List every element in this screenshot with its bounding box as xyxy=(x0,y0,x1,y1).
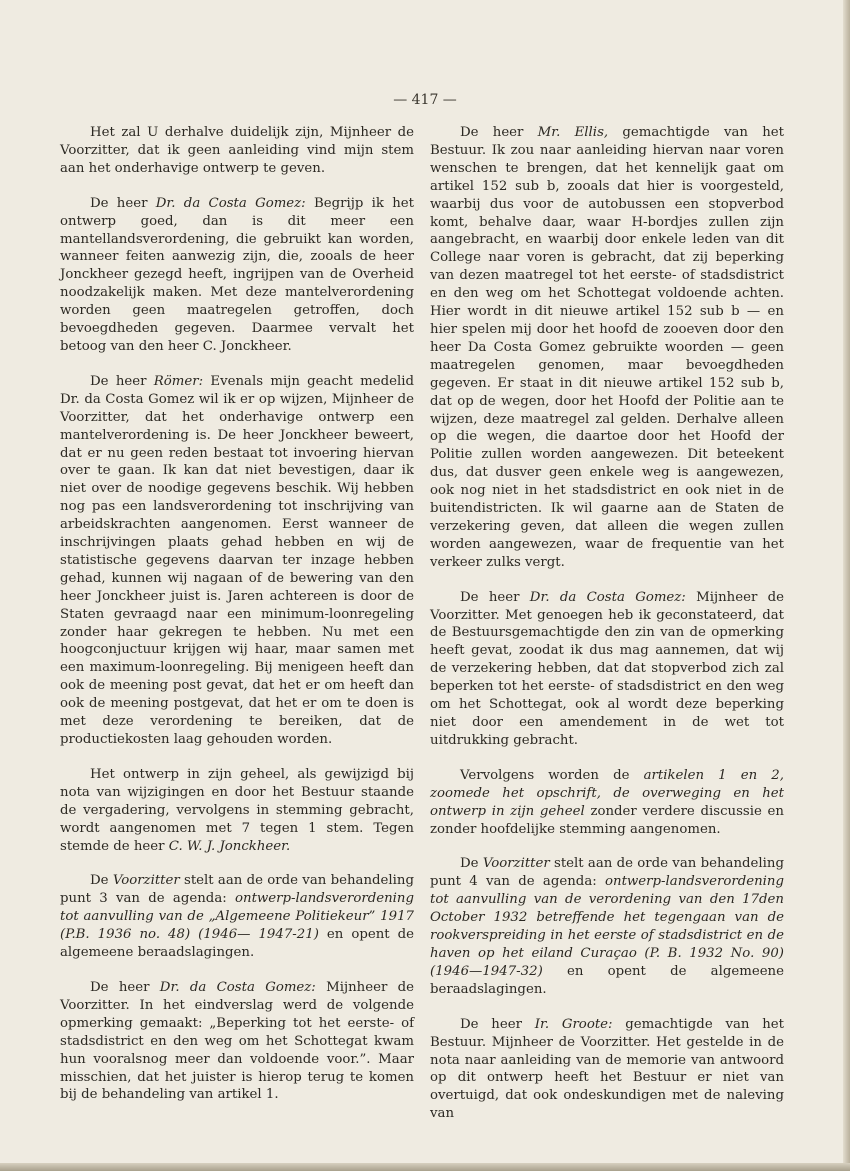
paragraph xyxy=(430,767,784,839)
paragraph-text: gemachtigde van het Bestuur. Mijnheer de Voorzitter. Het gestelde in de nota naar aanleiding van de memorie van antwoord op dit ontwerp heeft het Bestuur er niet van overtuigd, dat ook ondeskundigen met de naleving van xyxy=(430,1016,784,1122)
paragraph xyxy=(60,979,414,1104)
italic-text: artikelen 1 en 2, zoomede het opschrift, de overweging en het ontwerp in zijn geheel xyxy=(430,767,784,819)
paragraph-text: De heer xyxy=(90,195,156,211)
italic-text: ontwerp-landsverordening tot aanvulling van de „Algemeene Politiekeur” 1917 (P.B. 1936 no. 48) (1946— 1947-21) xyxy=(60,891,414,943)
paragraph-text: Het ontwerp in zijn geheel, als gewijzigd bij nota van wijzigingen en door het Bestuur staande de vergadering, vervolgens in stemming gebracht, wordt aangenomen met 7 tegen 1 stem. Tegen stemde de heer xyxy=(60,766,414,854)
paragraph-text: Mijnheer de Voorzitter. In het eindverslag werd de volgende opmerking gemaakt: „Beperking tot het eerste- of stadsdistrict en den weg om het Schottegat kwam hun vooralsnog meer dan voldoende voor.”. Maar misschien, dat het juister is hierop terug te komen bij de behandeling van artikel 1. xyxy=(60,979,414,1103)
paragraph-text: De xyxy=(460,856,483,872)
paragraph-text: De heer xyxy=(90,373,154,389)
paragraph-text: gemachtigde van het Bestuur. Ik zou naar aanleiding hiervan naar voren wenschen te brengen, dat het kennelijk gaat om artikel 152 sub b, zooals dat hier is voorgesteld, waarbij dus voor de autobussen een stopverbod komt, behalve daar, waar H-bordjes zullen zijn aangebracht, en waarbij door enkele leden van dit College naar voren is gebracht, dat zij beperking van dezen maatregel tot het eerste- of stadsdistrict en den weg om het Schottegat voldoende achten. Hier wordt in dit nieuwe artikel 152 sub b — en hier spelen mij door het hoofd de zooeven door den heer Da Costa Gomez gebruikte woorden — geen maatregelen genomen, maar bevoegdheden gegeven. Er staat in dit nieuwe artikel 152 sub b, dat op de wegen, door het Hoofd der Politie aan te wijzen, deze maatregel zal gelden. Derhalve alleen op die wegen, die daartoe door het Hoofd der Politie zullen worden aangewezen. Dit beteekent dus, dat dusver geen enkele weg is aangewezen, ook nog niet in het stadsdistrict en ook niet in de buitendistricten. Ik wil gaarne aan de Staten de verzekering geven, dat alleen die wegen zullen worden aangewezen, waar de frequentie van het verkeer zulks vergt. xyxy=(430,125,784,570)
paragraph-text: en opent de algemeene beraadslagingen. xyxy=(430,963,784,997)
left-column xyxy=(60,124,414,1121)
italic-text: ontwerp-landsverordening tot aanvulling van de verordening van den 17den October 1932 betreffende het tegengaan van de rookverspreiding in het eerste of stadsdistrict en de haven op het eiland Curaçao (P. B. 1932 No. 90) (1946—1947-32) xyxy=(430,874,784,979)
paragraph-text: en opent de algemeene beraadslagingen. xyxy=(60,927,414,961)
paragraph xyxy=(430,589,784,750)
paragraph-text: De heer xyxy=(460,1016,535,1032)
paragraph xyxy=(60,124,414,178)
paragraph-text: De heer xyxy=(460,125,538,140)
paragraph xyxy=(60,766,414,856)
paragraph-text: De heer xyxy=(460,589,530,605)
page-bottom-shadow xyxy=(0,1163,850,1171)
page-number: — 417 — xyxy=(393,92,457,108)
italic-text: Ir. Groote: xyxy=(534,1016,613,1032)
paragraph xyxy=(430,855,784,998)
paragraph-text: Het zal U derhalve duidelijk zijn, Mijnheer de Voorzitter, dat ik geen aanleiding vind mijn stem aan het onderhavige ontwerp te geven. xyxy=(60,125,414,176)
italic-text: Dr. da Costa Gomez: xyxy=(155,195,306,211)
paragraph-text: Vervolgens worden de xyxy=(460,767,644,783)
paragraph-text: stelt aan de orde van behandeling punt 4 van de agenda: xyxy=(430,856,784,890)
paragraph-text: De xyxy=(90,873,113,889)
right-column xyxy=(430,124,784,1140)
paragraph xyxy=(430,1016,784,1123)
italic-text: C. W. J. Jonckheer. xyxy=(168,838,291,854)
italic-text: Dr. da Costa Gomez: xyxy=(529,589,686,605)
italic-text: Voorzitter xyxy=(482,856,550,872)
paragraph-text: zonder verdere discussie en zonder hoofdelijke stemming aangenomen. xyxy=(430,803,784,837)
paragraph xyxy=(60,373,414,749)
paragraph-text: Begrijp ik het ontwerp goed, dan is dit meer een mantellandsverordening, die gebruikt kan worden, wanneer feiten aanwezig zijn, die, zooals de heer Jonckheer gezegd heeft, ingrijpen van de Overheid noodzakelijk maken. Met deze mantelverordening worden geen maatregelen getroffen, doch bevoegdheden gegeven. Daarmee vervalt het betoog van den heer C. Jonckheer. xyxy=(60,195,414,354)
paragraph-text: Evenals mijn geacht medelid Dr. da Costa Gomez wil ik er op wijzen, Mijnheer de Voorzitter, dat het onderhavige ontwerp een mantelverordening is. De heer Jonckheer beweert, dat er nu geen reden bestaat tot invoering hiervan over te gaan. Ik kan dat niet bevestigen, daar ik niet over de noodige gegevens beschik. Wij hebben nog pas een landsverordening tot inschrijving van arbeidskrachten aangenomen. Eerst wanneer de inschrijvingen plaats gehad hebben en wij de statistische gegevens daarvan ter inzage hebben gehad, kunnen wij nagaan of de bewering van den heer Jonckheer juist is. Jaren achtereen is door de Staten gevraagd naar een minimum-loonregeling zonder haar gekregen te hebben. Nu met een hoogconjuctuur krijgen wij haar, maar samen met een maximum-loonregeling. Bij menigeen heeft dan ook de meening post gevat, dat het er om heeft dan ook de meening postgevat, dat het er om te doen is met deze verordening te bereiken, dat de productiekosten laag gehouden worden. xyxy=(60,373,414,747)
paragraph xyxy=(60,872,414,962)
paragraph xyxy=(60,195,414,356)
italic-text: Dr. da Costa Gomez: xyxy=(159,979,316,995)
paragraph-text: De heer xyxy=(90,979,160,995)
paragraph xyxy=(430,124,784,572)
paragraph-text: stelt aan de orde van behandeling punt 3 van de agenda: xyxy=(60,873,414,907)
paragraph-text: Mijnheer de Voorzitter. Met genoegen heb ik geconstateerd, dat de Bestuursgemachtigde den zin van de opmerking heeft gevat, zoodat ik dus mag aannemen, dat wij de verzekering hebben, dat dat stopverbod zich zal beperken tot het eerste- of stadsdistrict en den weg om het Schottegat, ook al wordt deze beperking niet door een amendement in de wet tot uitdrukking gebracht. xyxy=(430,589,784,748)
italic-text: Mr. Ellis, xyxy=(537,125,609,140)
italic-text: Voorzitter xyxy=(112,873,180,889)
italic-text: Römer: xyxy=(153,373,204,389)
page-edge-shadow xyxy=(843,0,850,1171)
